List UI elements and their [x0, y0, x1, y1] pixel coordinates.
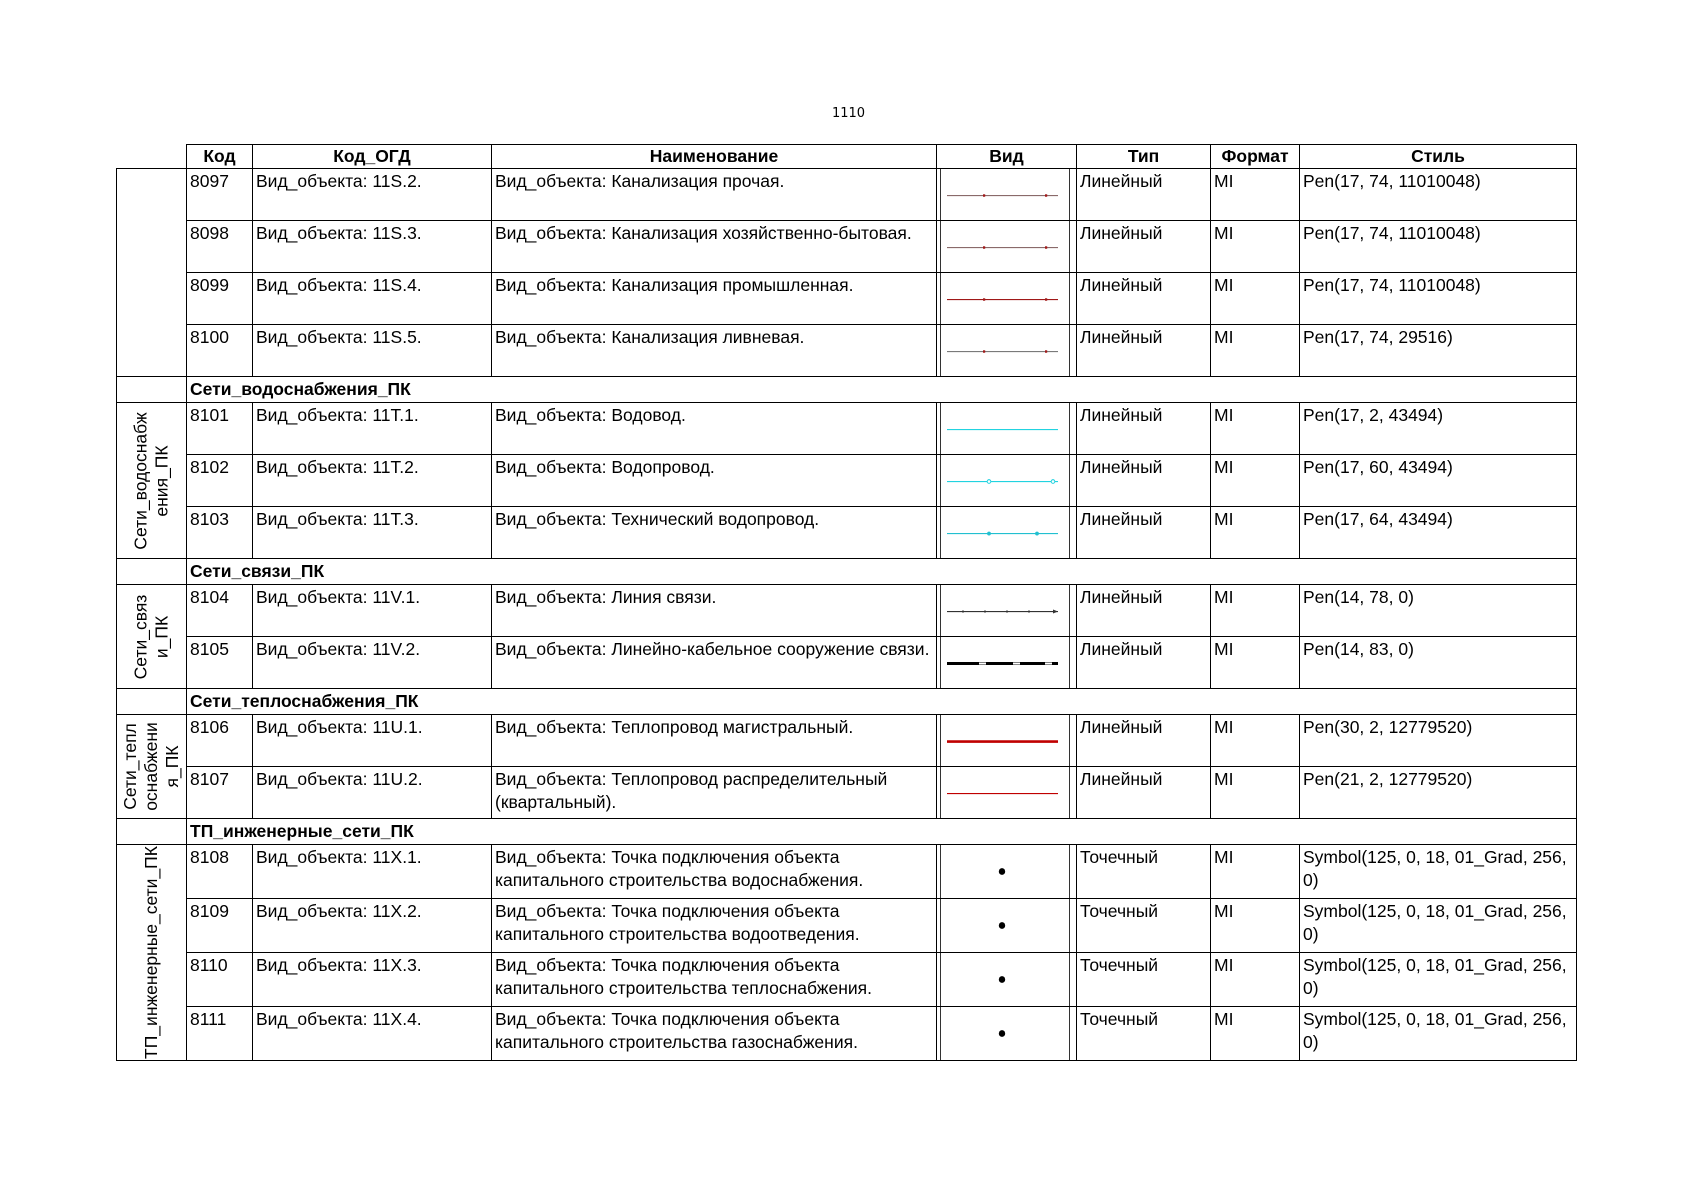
cell-view — [937, 507, 1077, 559]
group-side-text — [131, 594, 173, 679]
cell-style: Pen(17, 60, 43494) — [1300, 455, 1577, 507]
cell-ogd-code: Вид_объекта: 11S.2. — [253, 169, 492, 221]
style-preview-graphic — [945, 585, 1060, 636]
cell-style: Symbol(125, 0, 18, 01_Grad, 256, 0) — [1300, 953, 1577, 1007]
style-preview — [940, 767, 1070, 818]
group-side-blank — [117, 169, 187, 377]
style-preview-graphic — [945, 953, 1060, 1006]
cell-style: Symbol(125, 0, 18, 01_Grad, 256, 0) — [1300, 899, 1577, 953]
cell-ogd-code: Вид_объекта: 11T.1. — [253, 403, 492, 455]
table-row — [117, 715, 1577, 767]
cell-name: Вид_объекта: Канализация прочая. — [492, 169, 937, 221]
style-preview-graphic — [945, 1007, 1060, 1060]
point-symbol — [999, 1030, 1005, 1037]
line-marker — [987, 480, 991, 484]
line-marker — [1045, 246, 1047, 248]
cell-view — [937, 899, 1077, 953]
cell-name: Вид_объекта: Точка подключения объекта капитального строительства теплоснабжения. — [492, 953, 937, 1007]
cell-ogd-code: Вид_объекта: 11U.1. — [253, 715, 492, 767]
cell-name: Вид_объекта: Точка подключения объекта капитального строительства водоснабжения. — [492, 845, 937, 899]
cell-ogd-code: Вид_объекта: 11V.2. — [253, 637, 492, 689]
object-style-table — [116, 144, 1577, 1061]
style-preview — [940, 715, 1070, 766]
group-header-row — [117, 819, 1577, 845]
table-row — [117, 767, 1577, 819]
cell-name: Вид_объекта: Линия связи. — [492, 585, 937, 637]
cell-ogd-code: Вид_объекта: 11S.3. — [253, 221, 492, 273]
style-preview — [940, 637, 1070, 688]
group-header-spacer — [117, 559, 187, 585]
table-body — [117, 169, 1577, 1061]
header-view: Вид — [937, 145, 1077, 169]
table-row — [117, 585, 1577, 637]
table-row — [117, 899, 1577, 953]
group-side-text-line: Сети_тепл — [120, 723, 140, 810]
line-marker — [1035, 532, 1039, 536]
group-side-text — [141, 846, 162, 1059]
cell-style: Pen(17, 74, 11010048) — [1300, 169, 1577, 221]
line-marker — [1045, 194, 1047, 196]
cell-format: MI — [1211, 1007, 1300, 1061]
cell-format: MI — [1211, 169, 1300, 221]
cell-view — [937, 169, 1077, 221]
cell-code: 8100 — [187, 325, 253, 377]
cell-code: 8101 — [187, 403, 253, 455]
cell-format: MI — [1211, 507, 1300, 559]
cell-type: Линейный — [1077, 455, 1211, 507]
cell-ogd-code: Вид_объекта: 11X.2. — [253, 899, 492, 953]
cell-view — [937, 221, 1077, 273]
cell-name: Вид_объекта: Канализация хозяйственно-бытовая. — [492, 221, 937, 273]
cell-code: 8103 — [187, 507, 253, 559]
cell-format: MI — [1211, 715, 1300, 767]
group-header-row — [117, 559, 1577, 585]
group-side-text-line: ТП_инженерные_сети_ПК — [141, 846, 162, 1059]
table-row — [117, 169, 1577, 221]
cell-style: Pen(30, 2, 12779520) — [1300, 715, 1577, 767]
page-number: 1110 — [831, 106, 866, 121]
cell-code: 8107 — [187, 767, 253, 819]
cell-type: Линейный — [1077, 507, 1211, 559]
cell-view — [937, 1007, 1077, 1061]
style-preview-graphic — [945, 767, 1060, 818]
cell-type: Линейный — [1077, 767, 1211, 819]
cell-name: Вид_объекта: Канализация ливневая. — [492, 325, 937, 377]
group-title: Сети_связи_ПК — [187, 559, 1577, 585]
cell-code: 8108 — [187, 845, 253, 899]
group-title: Сети_водоснабжения_ПК — [187, 377, 1577, 403]
group-side-text-line: и_ПК — [151, 615, 172, 658]
cell-format: MI — [1211, 325, 1300, 377]
group-side-label — [117, 715, 187, 819]
cell-format: MI — [1211, 953, 1300, 1007]
cell-style: Pen(17, 74, 11010048) — [1300, 273, 1577, 325]
table-header-row — [117, 145, 1577, 169]
style-preview — [940, 899, 1070, 952]
cell-type: Линейный — [1077, 585, 1211, 637]
line-marker — [983, 298, 985, 300]
style-preview-graphic — [945, 221, 1060, 272]
cell-name: Вид_объекта: Канализация промышленная. — [492, 273, 937, 325]
cell-type: Линейный — [1077, 715, 1211, 767]
line-marker — [983, 350, 985, 352]
header-ogd-code: Код_ОГД — [253, 145, 492, 169]
cell-ogd-code: Вид_объекта: 11U.2. — [253, 767, 492, 819]
group-header-spacer — [117, 689, 187, 715]
style-preview — [940, 273, 1070, 324]
cell-type: Точечный — [1077, 845, 1211, 899]
cell-code: 8110 — [187, 953, 253, 1007]
line-marker — [983, 246, 985, 248]
cell-ogd-code: Вид_объекта: 11T.3. — [253, 507, 492, 559]
cell-ogd-code: Вид_объекта: 11X.1. — [253, 845, 492, 899]
cell-type: Точечный — [1077, 1007, 1211, 1061]
cell-style: Pen(17, 74, 11010048) — [1300, 221, 1577, 273]
style-preview-graphic — [945, 845, 1060, 898]
cell-code: 8098 — [187, 221, 253, 273]
line-marker — [1045, 350, 1047, 352]
table-row — [117, 273, 1577, 325]
header-name: Наименование — [492, 145, 937, 169]
header-style: Стиль — [1300, 145, 1577, 169]
cell-format: MI — [1211, 637, 1300, 689]
group-side-label — [117, 403, 187, 559]
table-row — [117, 221, 1577, 273]
group-side-text-line: оснабжени — [141, 722, 161, 811]
cell-view — [937, 403, 1077, 455]
cell-format: MI — [1211, 585, 1300, 637]
group-side-text-line: ения_ПК — [151, 444, 172, 517]
table-row — [117, 637, 1577, 689]
cell-view — [937, 325, 1077, 377]
cell-view — [937, 273, 1077, 325]
cell-name: Вид_объекта: Точка подключения объекта капитального строительства газоснабжения. — [492, 1007, 937, 1061]
group-header-spacer — [117, 819, 187, 845]
header-code: Код — [187, 145, 253, 169]
line-break — [1045, 663, 1052, 665]
cell-format: MI — [1211, 767, 1300, 819]
cell-ogd-code: Вид_объекта: 11S.4. — [253, 273, 492, 325]
cell-type: Линейный — [1077, 169, 1211, 221]
cell-ogd-code: Вид_объекта: 11S.5. — [253, 325, 492, 377]
table-row — [117, 455, 1577, 507]
cell-ogd-code: Вид_объекта: 11X.4. — [253, 1007, 492, 1061]
group-side-text — [120, 722, 183, 811]
cell-style: Pen(14, 83, 0) — [1300, 637, 1577, 689]
style-preview — [940, 953, 1070, 1006]
table-row — [117, 507, 1577, 559]
line-break — [1013, 663, 1020, 665]
cell-type: Точечный — [1077, 899, 1211, 953]
group-header-row — [117, 689, 1577, 715]
cell-style: Pen(17, 64, 43494) — [1300, 507, 1577, 559]
line-break — [979, 663, 986, 665]
cell-view — [937, 715, 1077, 767]
point-symbol — [999, 976, 1005, 983]
style-preview-graphic — [945, 899, 1060, 952]
cell-name: Вид_объекта: Водопровод. — [492, 455, 937, 507]
line-arrow — [1053, 609, 1058, 613]
table-row — [117, 325, 1577, 377]
line-marker — [1051, 480, 1055, 484]
point-symbol — [999, 868, 1005, 875]
cell-code: 8097 — [187, 169, 253, 221]
header-corner — [117, 145, 187, 169]
style-preview-graphic — [945, 325, 1060, 376]
style-preview-graphic — [945, 507, 1060, 558]
cell-style: Pen(14, 78, 0) — [1300, 585, 1577, 637]
cell-format: MI — [1211, 221, 1300, 273]
style-preview-graphic — [945, 715, 1060, 766]
cell-format: MI — [1211, 899, 1300, 953]
cell-style: Pen(17, 2, 43494) — [1300, 403, 1577, 455]
line-marker — [983, 194, 985, 196]
cell-view — [937, 455, 1077, 507]
cell-view — [937, 767, 1077, 819]
style-preview — [940, 1007, 1070, 1060]
cell-style: Symbol(125, 0, 18, 01_Grad, 256, 0) — [1300, 1007, 1577, 1061]
style-preview — [940, 403, 1070, 454]
cell-format: MI — [1211, 403, 1300, 455]
cell-code: 8111 — [187, 1007, 253, 1061]
cell-name: Вид_объекта: Точка подключения объекта капитального строительства водоотведения. — [492, 899, 937, 953]
line-marker — [1045, 298, 1047, 300]
cell-style: Pen(21, 2, 12779520) — [1300, 767, 1577, 819]
cell-type: Линейный — [1077, 637, 1211, 689]
cell-view — [937, 845, 1077, 899]
style-preview — [940, 169, 1070, 220]
header-type: Тип — [1077, 145, 1211, 169]
cell-type: Линейный — [1077, 221, 1211, 273]
style-preview — [940, 507, 1070, 558]
style-preview — [940, 585, 1070, 636]
group-side-text-line: Сети_связ — [130, 594, 151, 679]
style-preview-graphic — [945, 169, 1060, 220]
group-title: Сети_теплоснабжения_ПК — [187, 689, 1577, 715]
table-row — [117, 953, 1577, 1007]
point-symbol — [999, 922, 1005, 929]
cell-view — [937, 637, 1077, 689]
group-side-text-line: Сети_водоснабж — [130, 411, 151, 550]
cell-type: Линейный — [1077, 325, 1211, 377]
cell-code: 8102 — [187, 455, 253, 507]
cell-code: 8106 — [187, 715, 253, 767]
cell-type: Точечный — [1077, 953, 1211, 1007]
style-preview — [940, 455, 1070, 506]
cell-style: Pen(17, 74, 29516) — [1300, 325, 1577, 377]
table-row — [117, 845, 1577, 899]
cell-format: MI — [1211, 845, 1300, 899]
style-preview-graphic — [945, 403, 1060, 454]
table-row — [117, 1007, 1577, 1061]
cell-ogd-code: Вид_объекта: 11X.3. — [253, 953, 492, 1007]
group-side-label — [117, 845, 187, 1061]
style-preview — [940, 325, 1070, 376]
group-header-row — [117, 377, 1577, 403]
cell-code: 8099 — [187, 273, 253, 325]
cell-name: Вид_объекта: Теплопровод магистральный. — [492, 715, 937, 767]
group-title: ТП_инженерные_сети_ПК — [187, 819, 1577, 845]
cell-ogd-code: Вид_объекта: 11V.1. — [253, 585, 492, 637]
style-preview-graphic — [945, 637, 1060, 688]
style-preview-graphic — [945, 455, 1060, 506]
style-preview — [940, 845, 1070, 898]
cell-code: 8105 — [187, 637, 253, 689]
table-row — [117, 403, 1577, 455]
cell-ogd-code: Вид_объекта: 11T.2. — [253, 455, 492, 507]
style-preview — [940, 221, 1070, 272]
cell-name: Вид_объекта: Водовод. — [492, 403, 937, 455]
cell-style: Symbol(125, 0, 18, 01_Grad, 256, 0) — [1300, 845, 1577, 899]
cell-format: MI — [1211, 273, 1300, 325]
cell-name: Вид_объекта: Теплопровод распределительный (квартальный). — [492, 767, 937, 819]
line-marker — [987, 532, 991, 536]
cell-type: Линейный — [1077, 403, 1211, 455]
group-side-text — [131, 412, 173, 549]
cell-name: Вид_объекта: Линейно-кабельное сооружение связи. — [492, 637, 937, 689]
group-side-text-line: я_ПК — [162, 745, 182, 788]
cell-view — [937, 585, 1077, 637]
group-side-label — [117, 585, 187, 689]
cell-name: Вид_объекта: Технический водопровод. — [492, 507, 937, 559]
group-header-spacer — [117, 377, 187, 403]
cell-view — [937, 953, 1077, 1007]
cell-code: 8104 — [187, 585, 253, 637]
header-format: Формат — [1211, 145, 1300, 169]
style-preview-graphic — [945, 273, 1060, 324]
cell-format: MI — [1211, 455, 1300, 507]
cell-type: Линейный — [1077, 273, 1211, 325]
cell-code: 8109 — [187, 899, 253, 953]
